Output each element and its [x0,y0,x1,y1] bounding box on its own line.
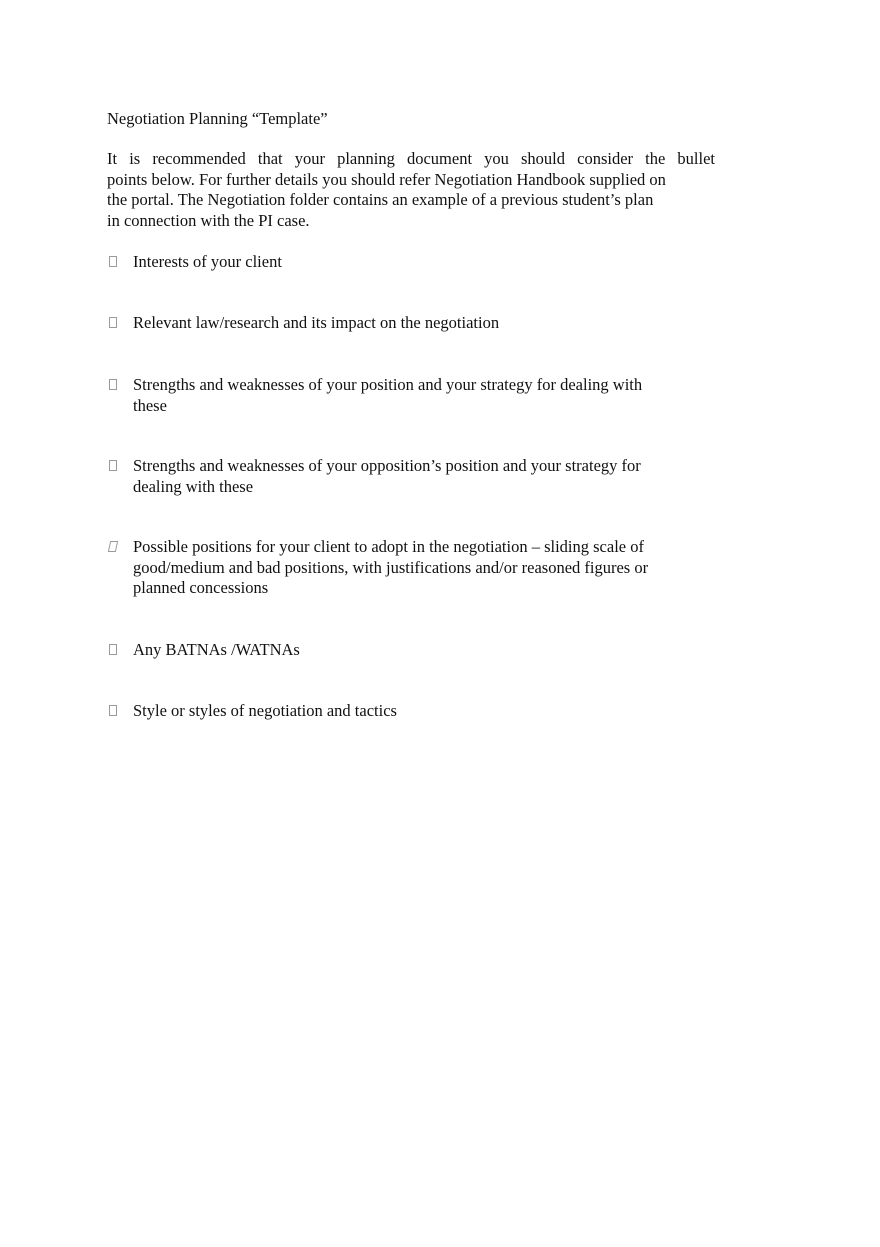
bullet-line: Interests of your client [133,252,282,271]
bullet-text [133,701,397,722]
bullet-text [133,313,499,334]
intro-line: points below. For further details you should refer Negotiation Handbook supplied on [107,169,666,189]
bullet-text [133,252,282,273]
document-title: Negotiation Planning “Template” [107,109,328,128]
intro-line: It is recommended that your planning document you should consider the bullet [107,149,715,168]
bullet-line: Style or styles of negotiation and tactics [133,701,397,720]
bullet-line: Any BATNAs /WATNAs [133,640,300,659]
bullet-line: dealing with these [133,476,254,496]
bullet-text [133,375,642,416]
checkbox-bullet-icon [108,541,118,552]
bullet-line: good/medium and bad positions, with justifications and/or reasoned figures or [133,557,649,577]
intro-line: in connection with the PI case. [107,210,310,230]
intro-paragraph [107,149,715,231]
bullet-text [133,640,300,661]
checkbox-bullet-icon [109,379,117,390]
bullet-text [133,537,648,599]
bullet-text [133,456,641,497]
checkbox-bullet-icon [109,460,117,471]
bullet-line: planned concessions [133,578,269,598]
bullet-line: Possible positions for your client to adopt in the negotiation – sliding scale of [133,537,644,556]
bullet-line: Relevant law/research and its impact on the negotiation [133,313,500,332]
intro-line: the portal. The Negotiation folder contains an example of a previous student’s plan [107,190,654,210]
bullet-line: Strengths and weaknesses of your opposition’s position and your strategy for [133,456,641,475]
bullet-line: Strengths and weaknesses of your position and your strategy for dealing with [133,375,643,394]
checkbox-bullet-icon [109,256,117,267]
checkbox-bullet-icon [109,317,117,328]
bullet-line: these [133,395,167,415]
checkbox-bullet-icon [109,644,117,655]
checkbox-bullet-icon [109,705,117,716]
